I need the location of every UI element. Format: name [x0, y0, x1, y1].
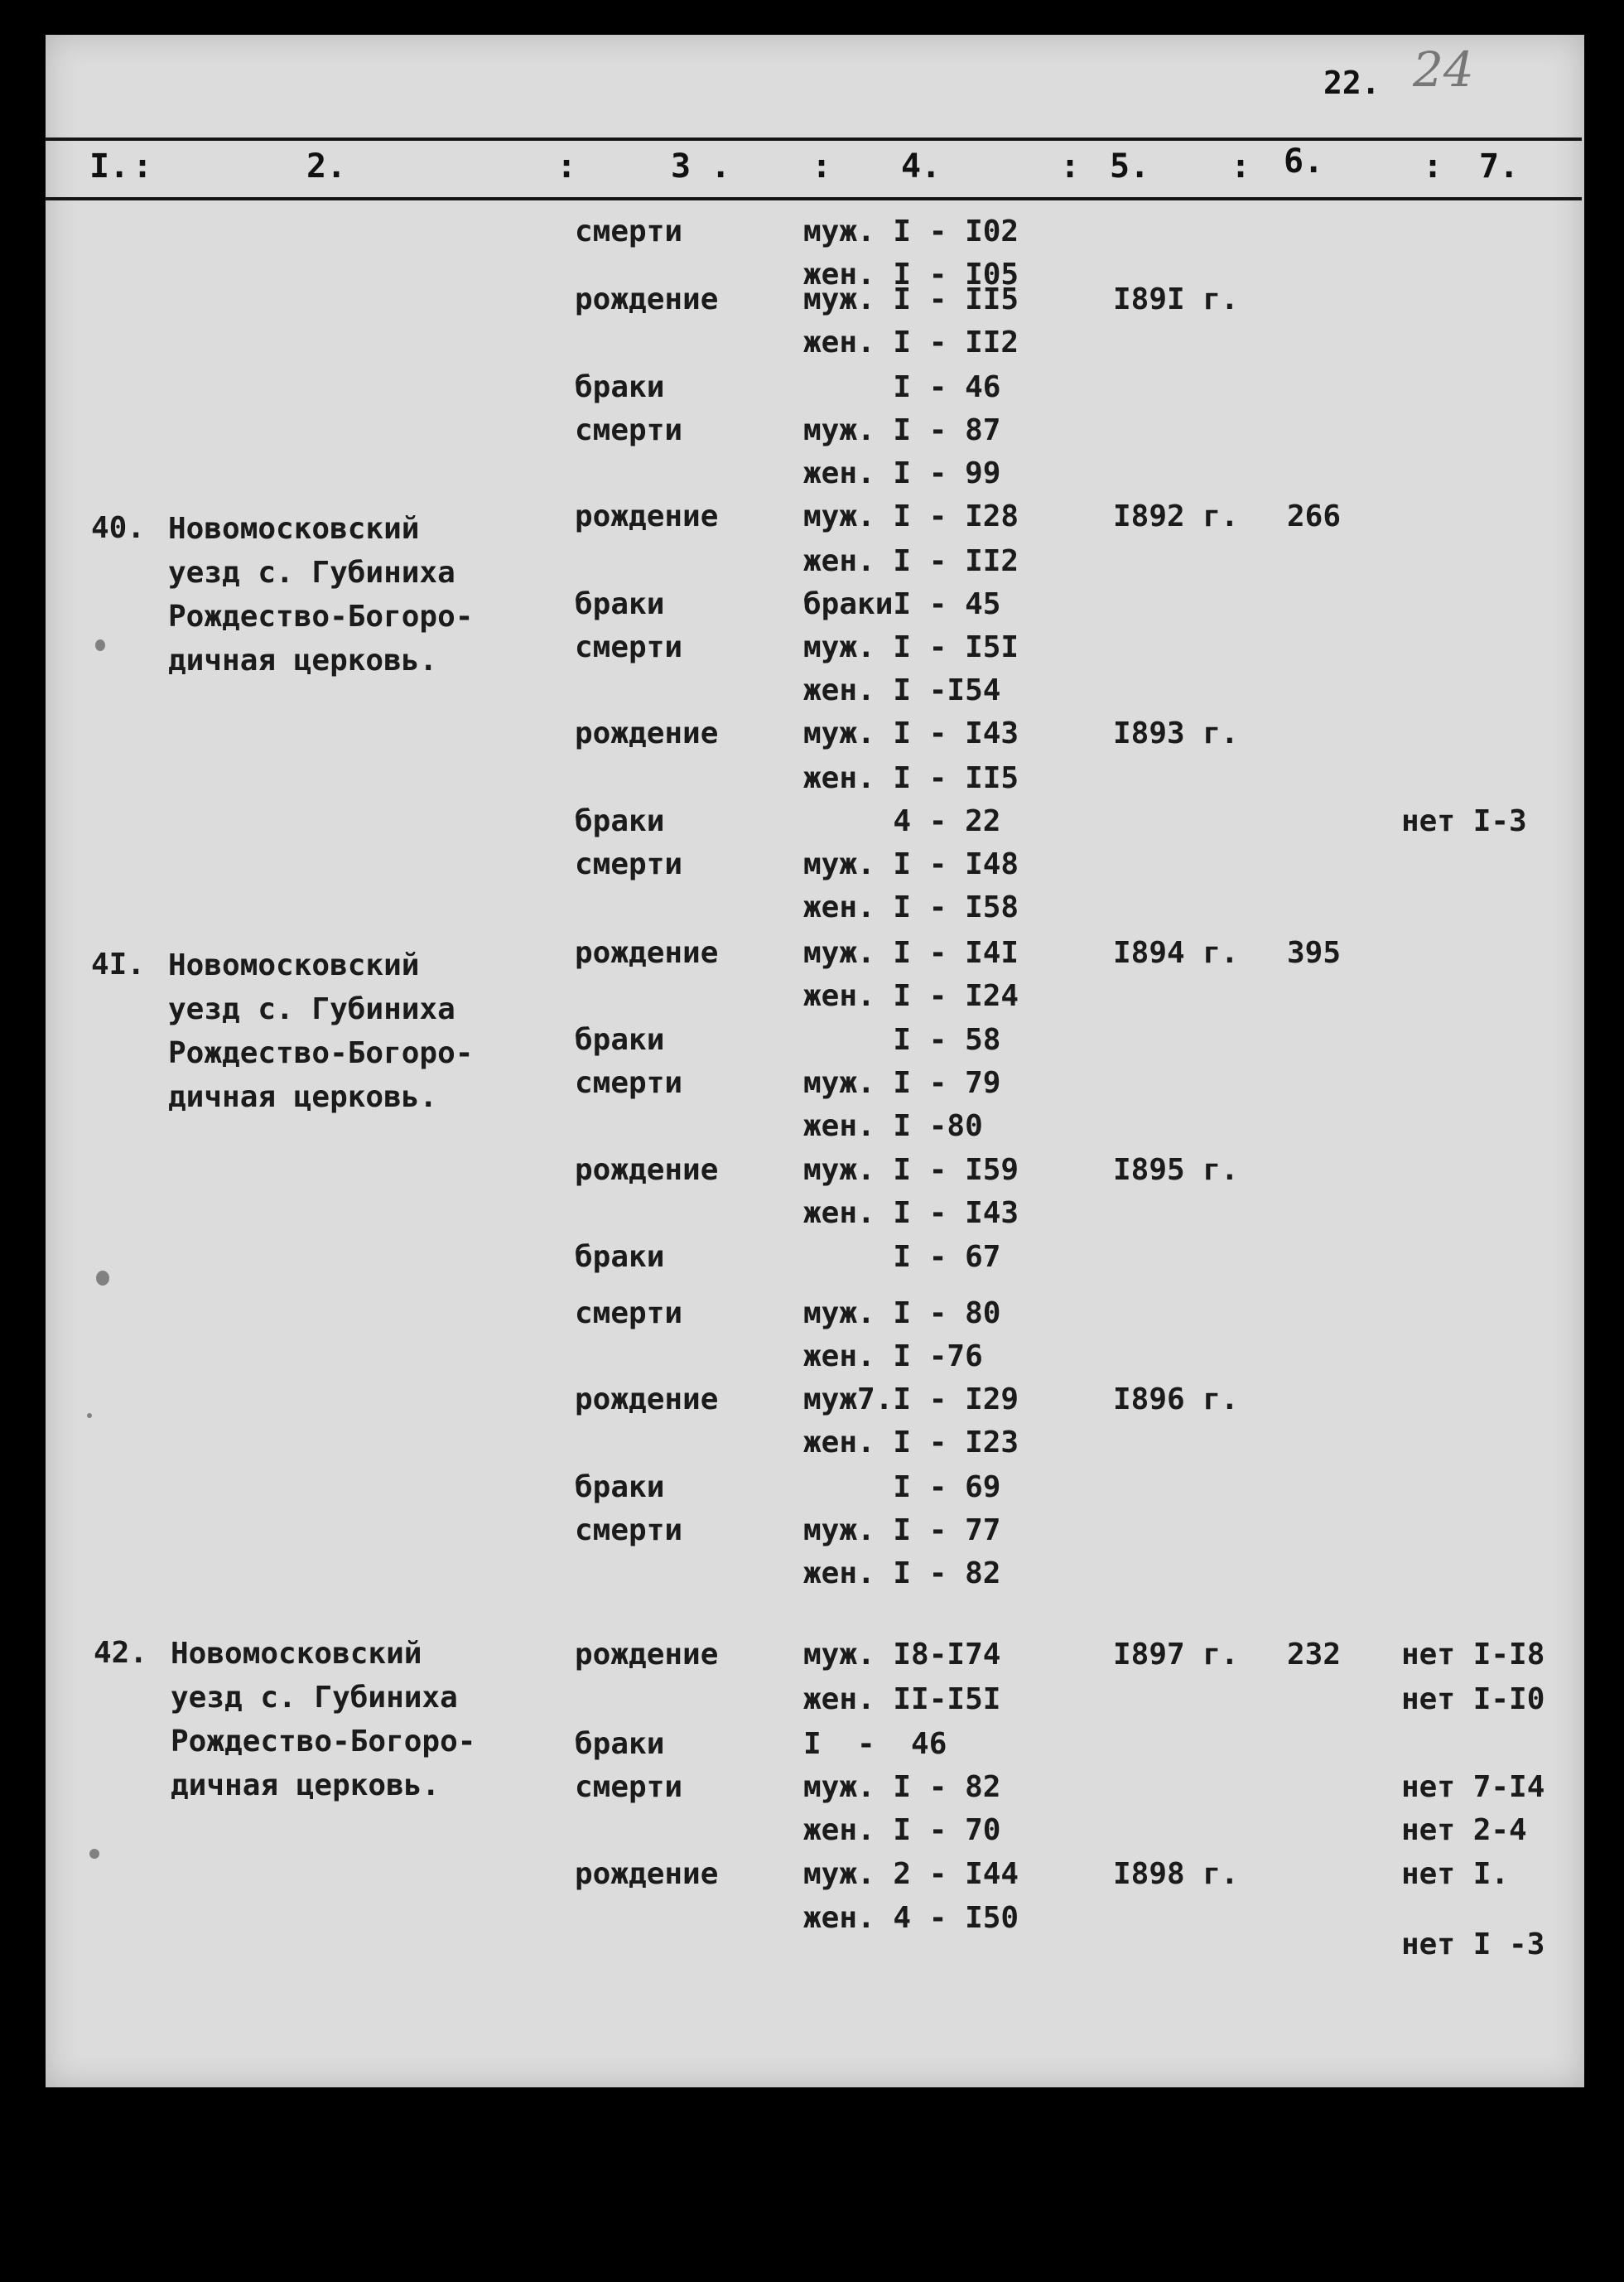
register-count: жен. I - I24 [803, 979, 1019, 1013]
column-separator: : [1060, 147, 1081, 186]
column-separator: : [557, 147, 577, 186]
record-year: I896 г. [1113, 1382, 1239, 1416]
record-type: браки [575, 1727, 665, 1761]
missing-note: нет I-I8 [1401, 1638, 1545, 1672]
place-line: Новомосковский [168, 512, 420, 546]
missing-note: нет I-3 [1401, 804, 1527, 838]
place-line: уезд с. Губиниха [171, 1681, 458, 1715]
register-count: I - 46 [803, 370, 1001, 404]
ink-speck [87, 1413, 92, 1418]
column-header-4: 4. [901, 147, 942, 186]
place-line: уезд с. Губиниха [168, 992, 455, 1026]
sheet-count: 266 [1287, 499, 1342, 533]
register-count: муж. I - I59 [803, 1153, 1019, 1187]
missing-note: нет I -3 [1401, 1927, 1545, 1961]
place-line: Рождество-Богоро- [168, 600, 474, 634]
register-count: жен. I - I05 [803, 258, 1019, 292]
column-separator: : [1423, 147, 1443, 186]
record-type: смерти [575, 1770, 683, 1804]
place-line: Рождество-Богоро- [168, 1036, 474, 1070]
register-count: муж7.I - I29 [803, 1382, 1019, 1416]
record-type: смерти [575, 1513, 683, 1547]
ink-speck [96, 1271, 109, 1286]
column-separator: : [133, 147, 153, 186]
record-type: смерти [575, 413, 683, 447]
register-count: жен. I - II5 [803, 761, 1019, 795]
column-separator: : [812, 147, 832, 186]
place-line: дичная церковь. [168, 644, 438, 678]
register-count: муж. I - I48 [803, 847, 1019, 881]
record-year: I895 г. [1113, 1153, 1239, 1187]
column-header-7: 7. [1479, 147, 1520, 186]
register-count: I - 46 [803, 1727, 947, 1761]
record-year: I894 г. [1113, 936, 1239, 970]
column-header-3: 3 . [671, 147, 731, 186]
register-count: муж. I - I02 [803, 215, 1019, 248]
place-line: дичная церковь. [171, 1768, 441, 1802]
missing-note: нет I-I0 [1401, 1682, 1545, 1716]
place-line: уезд с. Губиниха [168, 556, 455, 590]
record-type: рождение [575, 936, 719, 970]
page-number: 22. [1323, 65, 1381, 101]
record-year: I893 г. [1113, 716, 1239, 750]
record-type: браки [575, 1470, 665, 1504]
register-count: жен. I - 99 [803, 456, 1001, 490]
ink-speck [89, 1849, 99, 1859]
record-year: I89I г. [1113, 282, 1239, 316]
register-count: муж. I - I5I [803, 630, 1019, 664]
register-count: муж. I - 87 [803, 413, 1001, 447]
record-type: браки [575, 1023, 665, 1057]
register-count: жен. I -80 [803, 1109, 983, 1143]
place-line: Новомосковский [171, 1637, 422, 1671]
record-type: рождение [575, 282, 719, 316]
record-type: рождение [575, 716, 719, 750]
record-type: браки [575, 587, 665, 621]
register-count: муж. I - I43 [803, 716, 1019, 750]
register-count: муж. I - 82 [803, 1770, 1001, 1804]
place-line: Новомосковский [168, 948, 420, 982]
register-count: муж. I - 80 [803, 1296, 1001, 1330]
register-count: I - 58 [803, 1023, 1001, 1057]
record-type: браки [575, 1240, 665, 1274]
header-bottom-rule [45, 197, 1582, 200]
register-count: жен. I - I23 [803, 1426, 1019, 1459]
register-count: муж. I - 77 [803, 1513, 1001, 1547]
ink-speck [95, 639, 105, 651]
record-type: рождение [575, 1153, 719, 1187]
register-count: жен. I - I58 [803, 890, 1019, 924]
column-separator: : [1231, 147, 1251, 186]
column-header-5: 5. [1110, 147, 1150, 186]
missing-note: нет 2-4 [1401, 1813, 1527, 1847]
register-count: I - 67 [803, 1240, 1001, 1274]
parish-description [168, 943, 473, 1119]
record-type: рождение [575, 1857, 719, 1891]
record-type: рождение [575, 1382, 719, 1416]
register-count: муж. 2 - I44 [803, 1857, 1019, 1891]
record-type: смерти [575, 1066, 683, 1100]
entry-number: 40. [91, 511, 146, 545]
record-year: I892 г. [1113, 499, 1239, 533]
register-count: жен. I -76 [803, 1339, 983, 1373]
missing-note: нет I. [1401, 1857, 1510, 1891]
register-count: муж. I8-I74 [803, 1638, 1001, 1672]
record-type: браки [575, 370, 665, 404]
column-header-1: I. [89, 147, 130, 186]
register-count: муж. I - 79 [803, 1066, 1001, 1100]
register-count: муж. I - I4I [803, 936, 1019, 970]
record-year: I897 г. [1113, 1638, 1239, 1672]
sheet-count: 232 [1287, 1638, 1342, 1672]
entry-number: 42. [94, 1636, 148, 1670]
register-count: I - 69 [803, 1470, 1001, 1504]
register-count: жен. I - II2 [803, 326, 1019, 359]
handwritten-page-number: 24 [1413, 41, 1474, 98]
register-count: жен. I - I43 [803, 1196, 1019, 1230]
register-count: бракиI - 45 [803, 587, 1001, 621]
register-count: муж. I - II5 [803, 282, 1019, 316]
record-type: смерти [575, 847, 683, 881]
record-type: смерти [575, 630, 683, 664]
sheet-count: 395 [1287, 936, 1342, 970]
record-year: I898 г. [1113, 1857, 1239, 1891]
record-type: смерти [575, 1296, 683, 1330]
column-header-2: 2. [306, 147, 347, 186]
register-count: жен. II-I5I [803, 1682, 1001, 1716]
register-count: жен. I -I54 [803, 673, 1001, 707]
record-type: рождение [575, 1638, 719, 1672]
register-count: муж. I - I28 [803, 499, 1019, 533]
place-line: Рождество-Богоро- [171, 1725, 476, 1759]
register-count: жен. I - II2 [803, 544, 1019, 578]
missing-note: нет 7-I4 [1401, 1770, 1545, 1804]
register-count: 4 - 22 [803, 804, 1001, 838]
parish-description [168, 507, 473, 683]
register-count: жен. 4 - I50 [803, 1901, 1019, 1935]
place-line: дичная церковь. [168, 1080, 438, 1114]
header-top-rule [45, 137, 1582, 141]
record-type: браки [575, 804, 665, 838]
entry-number: 4I. [91, 948, 146, 982]
register-count: жен. I - 70 [803, 1813, 1001, 1847]
column-header-6: 6. [1284, 142, 1324, 181]
record-type: рождение [575, 499, 719, 533]
register-count: жен. I - 82 [803, 1556, 1001, 1590]
record-type: смерти [575, 215, 683, 248]
parish-description [171, 1632, 475, 1807]
